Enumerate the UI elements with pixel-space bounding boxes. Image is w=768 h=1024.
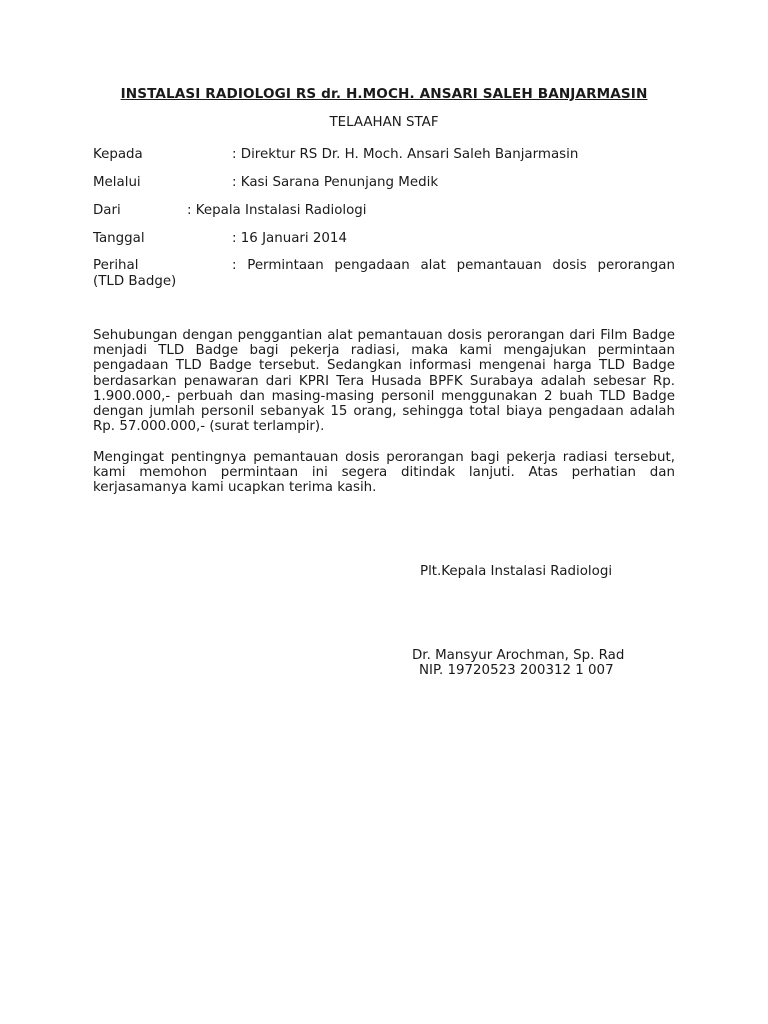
field-kepada-value: : Direktur RS Dr. H. Moch. Ansari Saleh Banjarmasin bbox=[232, 147, 579, 162]
field-melalui-label: Melalui bbox=[93, 175, 141, 190]
field-tanggal-value: : 16 Januari 2014 bbox=[232, 231, 347, 246]
signature-name: Dr. Mansyur Arochman, Sp. Rad bbox=[412, 648, 625, 663]
field-perihal-value: : Permintaan pengadaan alat pemantauan dosis perorangan bbox=[232, 258, 675, 273]
field-tanggal-label: Tanggal bbox=[93, 231, 145, 246]
signature-nip: NIP. 19720523 200312 1 007 bbox=[419, 663, 614, 678]
document-subtitle: TELAAHAN STAF bbox=[329, 115, 439, 130]
body-paragraph-1: Sehubungan dengan penggantian alat pemantauan dosis perorangan dari Film Badge menjadi TLD Badge bagi pekerja radiasi, maka kami mengajukan permintaan pengadaan TLD Badge tersebut. Sedangkan informasi mengenai harga TLD Badge berdasarkan penawaran dari KPRI Tera Husada BPFK Surabaya adalah sebesar Rp. 1.900.000,- perbuah dan masing-masing personil menggunakan 2 buah TLD Badge dengan jumlah personil sebanyak 15 orang, sehingga total biaya pengadaan adalah Rp. 57.000.000,- (surat terlampir). bbox=[93, 328, 675, 435]
field-kepada-label: Kepada bbox=[93, 147, 143, 162]
signature-position: Plt.Kepala Instalasi Radiologi bbox=[420, 564, 613, 579]
field-perihal-value-continued: (TLD Badge) bbox=[93, 274, 177, 289]
document-title: INSTALASI RADIOLOGI RS dr. H.MOCH. ANSARI SALEH BANJARMASIN bbox=[120, 86, 648, 102]
field-dari-label: Dari bbox=[93, 203, 121, 218]
field-dari-value: : Kepala Instalasi Radiologi bbox=[187, 203, 367, 218]
field-perihal-label: Perihal bbox=[93, 258, 139, 273]
field-melalui-value: : Kasi Sarana Penunjang Medik bbox=[232, 175, 439, 190]
body-paragraph-2: Mengingat pentingnya pemantauan dosis perorangan bagi pekerja radiasi tersebut, kami memohon permintaan ini segera ditindak lanjuti. Atas perhatian dan kerjasamanya kami ucapkan terima kasih. bbox=[93, 450, 675, 496]
